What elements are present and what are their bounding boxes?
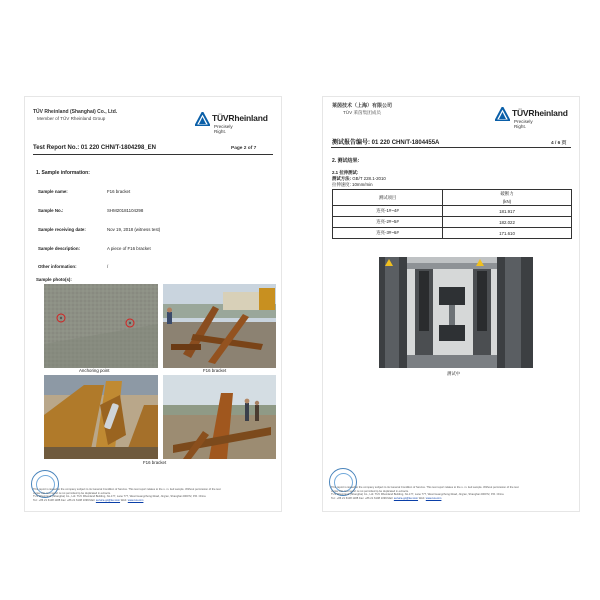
report-number: 01 220 CHN/T-1804455A [371, 140, 440, 146]
company-name: TÜV Rheinland (Shanghai) Co., Ltd. [33, 109, 118, 115]
table-cell-value: 182.022 [443, 217, 572, 228]
footer-line: TÜV Rheinland (Shanghai) Co., Ltd. TÜV Rheinland Building, No.177, Lane 777, West Guangzhong Road, Jing'an, Shanghai 200072, P.R. China [331, 493, 504, 497]
header-unit: (kN) [443, 198, 572, 206]
brand-tagline: Precisely Right. [514, 119, 533, 129]
photo-caption: 测试中 [447, 371, 461, 376]
field-label: Sample receiving date: [38, 227, 86, 232]
footer-line: center this test report is not permitted to be duplicated in extracts. [33, 491, 111, 495]
footer-web-link[interactable]: www.tuv.com [425, 496, 442, 500]
header-divider [331, 147, 571, 148]
tuv-triangle-icon [495, 107, 510, 121]
field-label: Sample name: [38, 189, 68, 194]
photos-label: Sample photo(s): [36, 277, 72, 282]
test-standard: 测试方法: GB/T 228.1-2010 [332, 176, 386, 181]
footer [331, 486, 519, 500]
report-number-line [33, 145, 156, 151]
field-label: Sample description: [38, 246, 80, 251]
footer-contact: Tel.: +86 21 6108 1188 Fax: +86 21 6108 1099 Mail: service-gc@tuv.com Web: www.tuv.com [331, 496, 442, 500]
subsection-title: 2.1 拉伸测试: [332, 170, 359, 175]
report-page-left [24, 96, 282, 512]
photo-bracket-closeup [44, 375, 158, 459]
footer-line: center this test report is not permitted to be duplicated in extracts. [331, 489, 409, 493]
brand-tagline: Precisely Right. [214, 124, 233, 134]
field-value: SHM20181104298 [107, 208, 144, 213]
footer-line: This report is issued to the company subject to its General Condition of Service. This test report relates to the s. m. ited sample. Without permission of the test [331, 486, 519, 489]
header-item: 测试项目 [333, 190, 443, 206]
report-number-line [332, 137, 439, 146]
photo-bracket-field [163, 375, 276, 459]
table-row [333, 217, 572, 228]
footer-mail-link[interactable]: service-gc@tuv.com [95, 498, 121, 502]
brand-name: TÜVRheinland [512, 108, 568, 118]
company-member: TÜV 莱茵集团成员 [343, 110, 382, 115]
field-value: Nov 19, 2018 (witness test) [107, 227, 161, 232]
company-name: 莱茵技术（上海）有限公司 [332, 103, 393, 109]
photo-anchoring-point [44, 284, 158, 368]
page-number: Page 2 of 7 [231, 146, 257, 151]
footer-mail-link[interactable]: service-gc@tuv.com [393, 496, 419, 500]
table-cell-item: 连亮-1#~4# [333, 206, 443, 217]
field-label: Other information: [38, 264, 77, 269]
field-value: A piece of F16 bracket [107, 246, 151, 251]
report-number-label: Test Report No.: [33, 145, 80, 151]
photo-caption: F16 bracket [203, 368, 227, 373]
table-header-row [333, 190, 572, 198]
company-member: Member of TÜV Rheinland Group [37, 116, 106, 121]
photo-caption: F16 bracket [143, 460, 167, 465]
footer-line: This report is issued to the company subject to its General Condition of Service. This test report relates to the s. m. ited sample. Without permission of the test [33, 488, 221, 491]
photo-caption: Anchoring point [79, 368, 110, 373]
footer-line: TÜV Rheinland (Shanghai) Co., Ltd. TÜV Rheinland Building, No.177, Lane 777, West Guangzhong Road, Jing'an, Shanghai 200072, P.R. China [33, 495, 206, 499]
brand-name: TÜVRheinland [212, 113, 268, 123]
header-force: 破断力 [443, 190, 572, 198]
header-divider [33, 154, 273, 155]
footer-web-link[interactable]: www.tuv.com [127, 498, 144, 502]
tuv-triangle-icon [195, 112, 210, 126]
report-number: 01 220 CHN/T-1804298_EN [80, 145, 156, 151]
footer-contact: Tel.: +86 21 6108 1188 Fax: +86 21 6108 1099 Mail: service-gc@tuv.com Web: www.tuv.com [33, 498, 144, 502]
section-title: 1. Sample information: [36, 170, 90, 176]
table-row [333, 206, 572, 217]
photo-tensile-test [379, 257, 533, 368]
section-title: 2. 测试结果: [332, 158, 360, 164]
field-value: F16 bracket [107, 189, 131, 194]
table-cell-item: 连亮-2#~5# [333, 217, 443, 228]
table-row [333, 228, 572, 239]
results-table [332, 189, 572, 239]
test-speed: 拉伸速度: 10mm/min [332, 182, 373, 187]
photo-f16-bracket [163, 284, 276, 368]
table-cell-item: 连亮-3#~6# [333, 228, 443, 239]
field-value: / [107, 264, 109, 269]
table-cell-value: 181.917 [443, 206, 572, 217]
report-number-label: 测试报告编号: [332, 140, 370, 146]
field-label: Sample No.: [38, 208, 64, 213]
report-page-right [322, 96, 580, 512]
table-cell-value: 171.610 [443, 228, 572, 239]
page-number: 4 / 6 页 [551, 141, 567, 146]
footer [33, 488, 221, 502]
